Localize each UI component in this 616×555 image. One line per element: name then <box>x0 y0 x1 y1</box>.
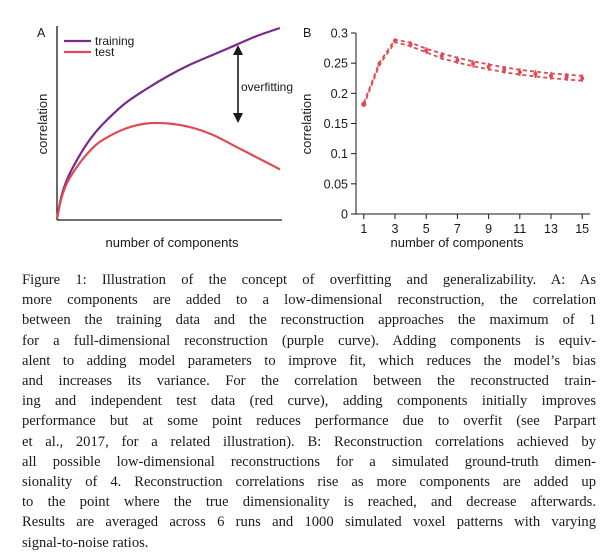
panel-b-data-point <box>565 75 569 79</box>
panel-b-x-tick-label: 5 <box>422 222 430 236</box>
figure <box>0 0 616 262</box>
overfitting-annotation: overfitting <box>241 80 294 94</box>
panel-b-data-point <box>409 42 413 46</box>
panel-b-data-point <box>440 54 444 58</box>
caption-line: more components are added to a low-dimensional reconstruction, the correlation <box>22 292 596 309</box>
panel-b-data-point <box>502 68 506 72</box>
overfitting-arrow-down-icon <box>233 113 243 123</box>
caption-line: all possible low-dimensional reconstructions for a simulated ground-truth dimen- <box>22 453 596 470</box>
caption-line: ing and independent test data (red curve), adding components initially improves <box>22 393 596 410</box>
panel-b-x-axis-label: number of components <box>390 235 524 250</box>
panel-b-y-axis-label: correlation <box>299 93 314 155</box>
panel-b-x-tick-label: 1 <box>360 222 368 236</box>
panel-b-x-tick-label: 9 <box>485 222 493 236</box>
caption-line: alent to adding model parameters to improve fit, which reduces the model’s bias <box>22 352 596 369</box>
panel-b-x-tick-label: 13 <box>544 222 558 236</box>
panel-b-y-tick-label: 0.05 <box>323 177 348 192</box>
figure-caption <box>22 270 596 553</box>
caption-line: signal-to-noise ratios. <box>22 534 149 551</box>
panel-a-label: A <box>37 26 46 40</box>
panel-b-series <box>361 38 584 107</box>
caption-line: Results are averaged across 6 runs and 1000 simulated voxel patterns with varying <box>22 514 596 531</box>
panel-b-y-tick-label: 0.1 <box>330 147 348 162</box>
caption-line: performance but at some point reduces performance due to overfit (see Parpart <box>22 413 596 430</box>
panel-b-chart <box>299 26 590 250</box>
panel-b-x-tick-label: 3 <box>391 222 399 236</box>
legend-training-label: training <box>95 34 135 48</box>
panel-b-y-tick-label: 0.3 <box>330 26 348 41</box>
panel-b-data-point <box>549 74 553 78</box>
panel-b-label: B <box>303 26 312 40</box>
caption-line: between the training data and the reconstruction approaches the maximum of 1 <box>22 312 596 329</box>
caption-line: sionality of 4. Reconstruction correlations rise as more components are added up <box>22 474 596 491</box>
caption-line: to the point where the true dimensionality is reached, and decrease afterwards. <box>22 494 596 511</box>
panel-b-x-ticks <box>360 214 589 236</box>
panel-b-data-point <box>393 39 397 43</box>
panel-b-data-point <box>487 65 491 69</box>
caption-line: for a full-dimensional reconstruction (purple curve). Adding components is equiv- <box>22 332 596 349</box>
panel-b-y-tick-label: 0 <box>341 207 348 222</box>
panel-a-y-axis-label: correlation <box>35 93 50 155</box>
panel-a-chart <box>35 26 293 250</box>
caption-line: Figure 1: Illustration of the concept of overfitting and generalizability. A: As <box>22 272 596 288</box>
panel-b-x-tick-label: 7 <box>453 222 461 236</box>
panel-b-y-tick-label: 0.2 <box>330 86 348 101</box>
panel-b-data-point <box>533 72 537 76</box>
panel-a-x-axis-label: number of components <box>105 235 239 250</box>
panel-b-y-ticks <box>324 27 356 222</box>
panel-b-lower-error-line <box>364 42 582 105</box>
panel-b-data-point <box>518 70 522 74</box>
panel-b-data-point <box>580 76 584 80</box>
panel-b-y-tick-label: 0.15 <box>323 117 348 131</box>
panel-b-x-tick-label: 11 <box>513 222 527 236</box>
panel-b-x-tick-label: 15 <box>575 222 590 236</box>
panel-b-data-point <box>471 62 475 66</box>
panel-b-data-point <box>377 62 381 66</box>
panel-b-upper-error-line <box>364 40 582 103</box>
panel-b-data-point <box>361 102 366 107</box>
panel-b-data-point <box>455 58 459 62</box>
panel-b-data-point <box>424 48 428 52</box>
caption-line: and increases its variance. For the correlation between the reconstructed train- <box>22 373 596 390</box>
caption-line: et al., 2017, for a related illustration). B: Reconstruction correlations achieved by <box>22 433 596 450</box>
panel-b-y-tick-label: 0.25 <box>323 56 348 71</box>
legend-test-label: test <box>95 45 115 59</box>
